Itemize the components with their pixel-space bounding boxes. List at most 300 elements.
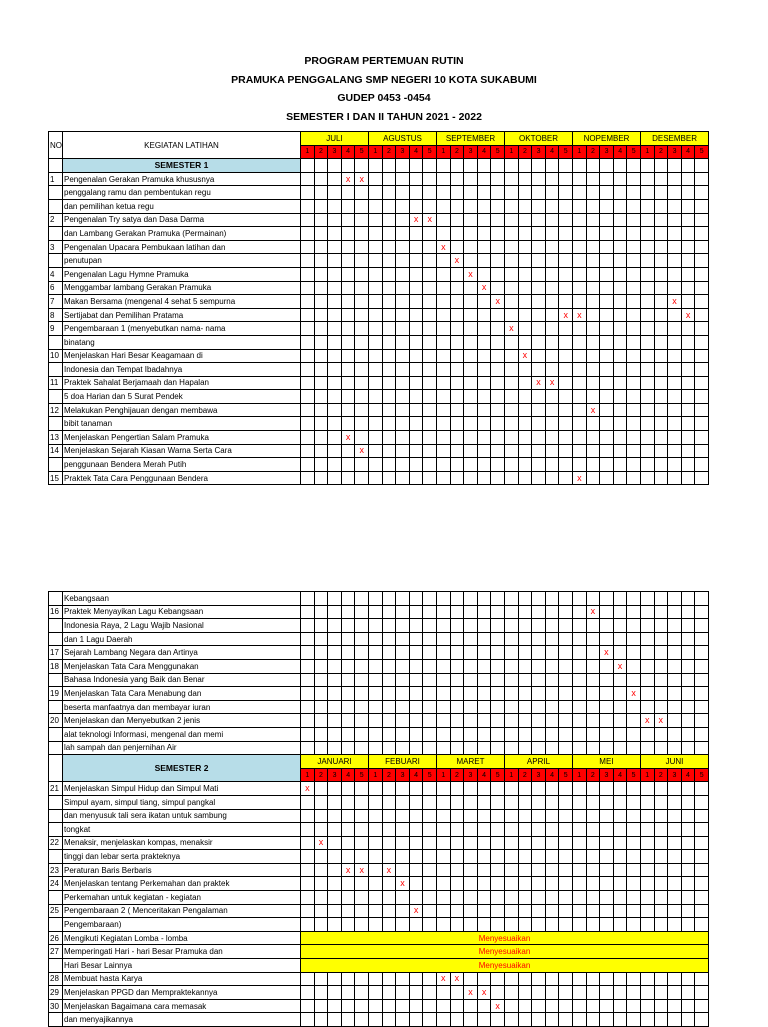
week-cell (423, 281, 437, 295)
week-cell (382, 659, 396, 673)
week-cell (559, 281, 573, 295)
week-cell (437, 349, 451, 363)
week-cell (559, 659, 573, 673)
week-cell (586, 659, 600, 673)
week-cell (369, 782, 383, 796)
week-cell (518, 240, 532, 254)
week-cell (505, 213, 519, 227)
week-cell (491, 471, 505, 485)
week-cell (341, 227, 355, 241)
week-cell (328, 363, 342, 377)
week-cell (505, 186, 519, 200)
table-row (49, 619, 709, 633)
week-cell (341, 891, 355, 905)
week-cell (613, 972, 627, 986)
week-cell (641, 172, 655, 186)
week-cell (396, 986, 410, 1000)
week-cell (640, 850, 654, 864)
week-cell (314, 1013, 328, 1027)
week-cell (600, 741, 614, 755)
week-cell (505, 471, 519, 485)
activity-text: dan menyusuk tali sera ikatan untuk sambung (63, 809, 301, 823)
week-cell (382, 795, 396, 809)
week-cell (355, 471, 369, 485)
week-cell (586, 646, 600, 660)
week-cell (409, 363, 423, 377)
week-cell (572, 592, 586, 606)
week-cell (314, 918, 328, 932)
week-cell (681, 700, 695, 714)
week-cell (641, 159, 655, 173)
week-cell (681, 471, 695, 485)
week-cell (518, 363, 532, 377)
week-cell (437, 390, 451, 404)
row-number (49, 850, 63, 864)
week-cell (613, 986, 627, 1000)
week-cell (695, 159, 709, 173)
week-cell (396, 714, 410, 728)
week-cell (586, 267, 600, 281)
week-cell (477, 741, 491, 755)
week-cell (355, 836, 369, 850)
row-number (49, 632, 63, 646)
week-cell (423, 267, 437, 281)
week-cell (423, 823, 437, 837)
week-cell (518, 809, 532, 823)
week-cell (600, 240, 614, 254)
week-cell (382, 1013, 396, 1027)
week-cell (668, 159, 682, 173)
week-cell: x (545, 376, 559, 390)
table-row (49, 592, 709, 606)
week-cell (437, 335, 451, 349)
week-cell (641, 281, 655, 295)
week-cell (450, 823, 464, 837)
week-cell (423, 172, 437, 186)
week-cell (355, 782, 369, 796)
week-cell (396, 390, 410, 404)
table-row (49, 335, 709, 349)
week-cell (695, 431, 709, 445)
week-cell (600, 605, 614, 619)
week-cell (396, 335, 410, 349)
week-cell (681, 417, 695, 431)
week-cell (695, 836, 709, 850)
week-cell (450, 213, 464, 227)
week-cell (369, 322, 383, 336)
week-cell (450, 999, 464, 1013)
week-cell (695, 444, 709, 458)
week-cell (396, 891, 410, 905)
week-cell (450, 592, 464, 606)
week-cell (328, 646, 342, 660)
week-cell (518, 376, 532, 390)
week-cell (341, 349, 355, 363)
week-cell (654, 335, 668, 349)
week-cell (613, 322, 627, 336)
week-cell (518, 605, 532, 619)
week-cell (505, 308, 519, 322)
week-cell (437, 741, 451, 755)
week-cell (654, 267, 668, 281)
week-cell (477, 444, 491, 458)
week-cell (504, 687, 518, 701)
week-cell (369, 403, 383, 417)
week-cell (369, 335, 383, 349)
week-cell (654, 240, 668, 254)
week-cell (341, 363, 355, 377)
activity-text: lah sampah dan penjernihan Air (63, 741, 301, 755)
week-cell (518, 700, 532, 714)
week-cell (627, 918, 641, 932)
week-cell (532, 349, 546, 363)
week-cell (654, 227, 668, 241)
week-cell (627, 727, 641, 741)
week-cell (668, 877, 682, 891)
week-cell (640, 782, 654, 796)
week-cell (640, 659, 654, 673)
week-cell (668, 850, 682, 864)
week-number: 1 (437, 768, 451, 782)
week-cell (504, 741, 518, 755)
week-cell (545, 741, 559, 755)
week-cell (464, 444, 478, 458)
week-cell (640, 605, 654, 619)
week-cell (532, 444, 546, 458)
week-cell (355, 891, 369, 905)
week-cell (301, 986, 315, 1000)
week-cell (518, 159, 532, 173)
week-cell (586, 172, 600, 186)
week-cell (545, 431, 559, 445)
week-cell (681, 673, 695, 687)
week-cell (505, 267, 519, 281)
week-cell (314, 240, 328, 254)
week-cell (437, 986, 451, 1000)
week-cell (369, 823, 383, 837)
week-cell (382, 363, 396, 377)
week-cell (586, 254, 600, 268)
activity-text: Pengembaraan 2 ( Menceritakan Pengalaman (63, 904, 301, 918)
week-cell (450, 172, 464, 186)
week-cell (600, 295, 614, 309)
week-cell (654, 417, 668, 431)
week-cell (328, 850, 342, 864)
row-number: 6 (49, 281, 63, 295)
title-line-3: GUDEP 0453 -0454 (337, 92, 431, 104)
week-cell (654, 850, 668, 864)
week-cell (423, 349, 437, 363)
week-cell (586, 159, 600, 173)
week-cell (396, 700, 410, 714)
week-number: 5 (627, 145, 641, 159)
schedule-table-semester-2 (48, 591, 709, 1027)
week-cell (668, 782, 682, 796)
week-cell (341, 186, 355, 200)
week-cell (572, 741, 586, 755)
week-cell (450, 458, 464, 472)
week-cell (396, 1013, 410, 1027)
week-cell (301, 823, 315, 837)
row-number: 4 (49, 267, 63, 281)
week-cell (491, 240, 505, 254)
week-cell (654, 172, 668, 186)
week-cell: x (409, 904, 423, 918)
week-cell (491, 281, 505, 295)
table-row (49, 700, 709, 714)
week-cell (355, 186, 369, 200)
week-number: 2 (382, 768, 396, 782)
week-cell (409, 782, 423, 796)
week-cell (668, 281, 682, 295)
week-cell (423, 700, 437, 714)
week-cell (369, 850, 383, 864)
week-cell (532, 240, 546, 254)
week-cell (613, 403, 627, 417)
week-cell (668, 308, 682, 322)
week-cell (301, 444, 315, 458)
week-cell (409, 700, 423, 714)
week-cell (559, 809, 573, 823)
week-cell (654, 471, 668, 485)
week-cell (654, 972, 668, 986)
week-number: 4 (409, 768, 423, 782)
week-cell (314, 376, 328, 390)
week-cell (545, 295, 559, 309)
week-cell: x (573, 308, 587, 322)
week-cell (341, 659, 355, 673)
week-cell (396, 904, 410, 918)
week-cell (586, 458, 600, 472)
week-cell (423, 999, 437, 1013)
activity-text: Sejarah Lambang Negara dan Artinya (63, 646, 301, 660)
week-cell (641, 376, 655, 390)
week-cell (532, 417, 546, 431)
week-cell (545, 619, 559, 633)
week-cell (491, 836, 505, 850)
week-cell (532, 213, 546, 227)
week-cell (532, 431, 546, 445)
week-cell (355, 999, 369, 1013)
table-row (49, 403, 709, 417)
week-cell (613, 363, 627, 377)
week-cell (314, 673, 328, 687)
week-cell (641, 227, 655, 241)
week-cell (613, 836, 627, 850)
week-cell (654, 700, 668, 714)
week-cell (572, 891, 586, 905)
week-cell (641, 322, 655, 336)
week-cell (396, 458, 410, 472)
week-cell (382, 172, 396, 186)
week-cell (328, 376, 342, 390)
week-cell (396, 863, 410, 877)
week-cell (423, 444, 437, 458)
week-cell (600, 403, 614, 417)
week-cell (491, 186, 505, 200)
month-header: JUNI (640, 755, 708, 769)
week-cell (382, 281, 396, 295)
week-cell (314, 986, 328, 1000)
week-cell (355, 823, 369, 837)
week-cell (695, 199, 709, 213)
week-cell (450, 646, 464, 660)
week-cell (586, 918, 600, 932)
row-number: 28 (49, 972, 63, 986)
week-cell (695, 172, 709, 186)
activity-text: Makan Bersama (mengenal 4 sehat 5 sempurna (63, 295, 301, 309)
week-number: 2 (382, 145, 396, 159)
week-cell (491, 714, 505, 728)
week-cell (382, 471, 396, 485)
week-cell (681, 972, 695, 986)
week-cell (695, 471, 709, 485)
week-cell (518, 592, 532, 606)
week-cell (559, 999, 573, 1013)
document-header (0, 52, 768, 126)
week-cell (613, 782, 627, 796)
activity-text: Pengembaraan) (63, 918, 301, 932)
week-cell (559, 349, 573, 363)
week-cell (301, 836, 315, 850)
week-cell (409, 823, 423, 837)
week-cell (695, 308, 709, 322)
activity-text: tongkat (63, 823, 301, 837)
week-cell (613, 267, 627, 281)
week-cell: x (586, 605, 600, 619)
week-cell (518, 199, 532, 213)
activity-text: Hari Besar Lainnya (63, 959, 301, 973)
week-cell (491, 172, 505, 186)
week-cell (314, 714, 328, 728)
week-cell (681, 186, 695, 200)
week-cell (341, 322, 355, 336)
week-cell (600, 823, 614, 837)
week-cell (437, 458, 451, 472)
week-cell: x (423, 213, 437, 227)
week-cell (695, 227, 709, 241)
adjustable-schedule-band: Menyesuaikan (301, 931, 709, 945)
row-number: 12 (49, 403, 63, 417)
table-row (49, 471, 709, 485)
activity-text: Perkemahan untuk kegiatan - kegiatan (63, 891, 301, 905)
activity-text: Pengenalan Lagu Hymne Pramuka (63, 267, 301, 281)
week-cell (668, 687, 682, 701)
week-cell (314, 782, 328, 796)
week-cell (532, 727, 546, 741)
week-cell (654, 673, 668, 687)
week-cell (586, 431, 600, 445)
week-cell (464, 376, 478, 390)
week-cell (464, 431, 478, 445)
week-cell (314, 199, 328, 213)
row-number (49, 227, 63, 241)
week-cell (600, 727, 614, 741)
week-cell (341, 1013, 355, 1027)
table-row (49, 659, 709, 673)
week-cell (491, 986, 505, 1000)
week-cell (627, 863, 641, 877)
week-cell (518, 659, 532, 673)
week-cell (437, 308, 451, 322)
week-cell (627, 999, 641, 1013)
week-cell (464, 863, 478, 877)
week-cell (328, 727, 342, 741)
week-cell (355, 809, 369, 823)
week-cell (572, 809, 586, 823)
week-cell (613, 687, 627, 701)
week-cell (409, 349, 423, 363)
week-cell (423, 240, 437, 254)
week-cell (518, 918, 532, 932)
week-cell (409, 159, 423, 173)
week-cell (681, 1013, 695, 1027)
week-cell (640, 1013, 654, 1027)
month-header: OKTOBER (505, 132, 573, 146)
week-cell (613, 714, 627, 728)
week-cell (627, 267, 641, 281)
week-cell (654, 1013, 668, 1027)
week-cell (613, 390, 627, 404)
week-cell (518, 295, 532, 309)
week-cell (572, 714, 586, 728)
week-cell (573, 240, 587, 254)
week-cell (491, 673, 505, 687)
week-cell (504, 659, 518, 673)
week-cell (301, 863, 315, 877)
week-cell (518, 186, 532, 200)
week-cell (600, 431, 614, 445)
week-cell (654, 741, 668, 755)
week-cell: x (559, 308, 573, 322)
week-cell (627, 986, 641, 1000)
week-cell (382, 186, 396, 200)
week-cell (464, 714, 478, 728)
week-cell (613, 295, 627, 309)
week-cell (668, 199, 682, 213)
week-cell (477, 592, 491, 606)
week-cell (450, 199, 464, 213)
week-cell (668, 714, 682, 728)
week-cell (572, 918, 586, 932)
week-cell (545, 471, 559, 485)
week-cell (586, 809, 600, 823)
table-row (49, 632, 709, 646)
week-cell (382, 403, 396, 417)
week-cell (559, 186, 573, 200)
table-row (49, 213, 709, 227)
week-cell (409, 403, 423, 417)
week-cell (382, 227, 396, 241)
week-cell (355, 972, 369, 986)
week-cell (369, 836, 383, 850)
week-cell (545, 322, 559, 336)
week-cell (409, 999, 423, 1013)
week-cell (654, 659, 668, 673)
week-cell (423, 363, 437, 377)
week-cell (477, 891, 491, 905)
week-cell (301, 159, 315, 173)
week-cell (341, 809, 355, 823)
week-cell (573, 349, 587, 363)
week-cell (423, 227, 437, 241)
week-cell (409, 836, 423, 850)
week-cell (409, 619, 423, 633)
week-cell (450, 159, 464, 173)
week-cell (695, 727, 709, 741)
week-cell (681, 227, 695, 241)
week-cell (505, 417, 519, 431)
